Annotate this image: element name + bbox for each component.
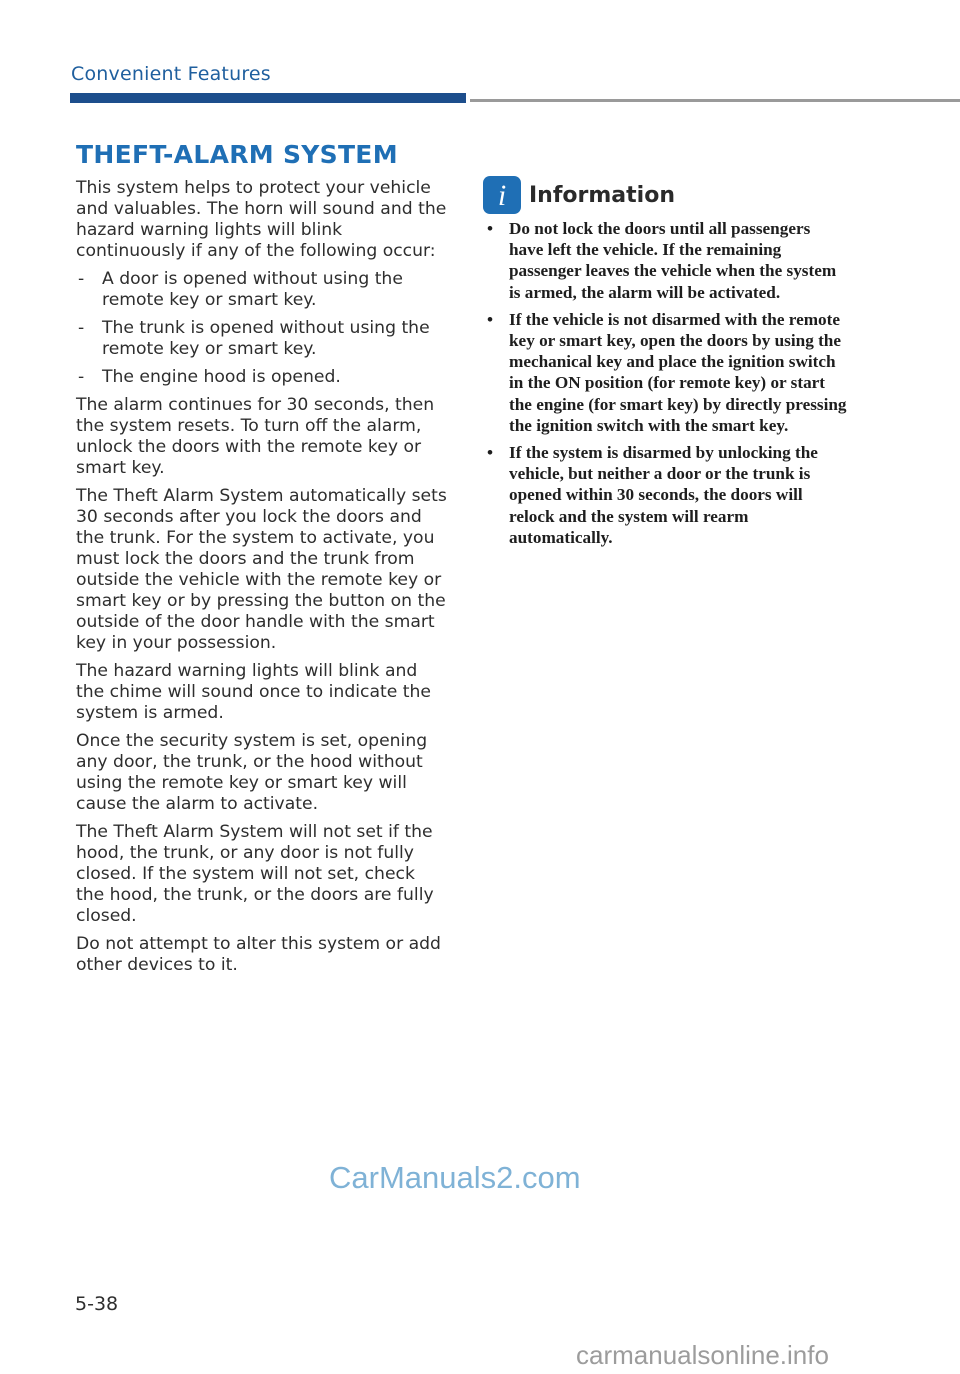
- page-title: THEFT-ALARM SYSTEM: [76, 140, 398, 169]
- list-item-text: Do not lock the doors until all passengers have left the vehicle. If the remaining passenger leaves the vehicle when the system is armed, the alarm will be activated.: [509, 219, 837, 302]
- list-item-text: If the vehicle is not disarmed with the remote key or smart key, open the doors by using the mechanical key and place the ignition switch in the ON position (for remote key) or start the engine (for smart key) by directly pressing the ignition switch with the smart key.: [509, 309, 847, 435]
- list-item: [76, 318, 448, 360]
- dash-marker: -: [78, 367, 85, 387]
- information-header: [483, 175, 675, 215]
- info-icon-glyph: [483, 176, 521, 214]
- bullet-marker: •: [487, 443, 494, 463]
- header-rule-gray: [470, 99, 960, 102]
- header-section-title: Convenient Features: [71, 63, 271, 85]
- footer-site-link[interactable]: carmanualsonline.info: [576, 1340, 829, 1370]
- header-rule-blue: [70, 93, 466, 103]
- list-item: [483, 218, 848, 303]
- body-paragraph: The Theft Alarm System automatically sets 30 seconds after you lock the doors and the trunk. For the system to activate, you must lock the doors and the trunk from outside the vehicle with the remote key or smart key or by pressing the button on the outside of the door handle with the smart key in your possession.: [76, 486, 447, 653]
- main-text-column: [76, 178, 448, 983]
- page-number: 5-38: [75, 1293, 119, 1315]
- list-item-text: If the system is disarmed by unlocking the vehicle, but neither a door or the trunk is opened within 30 seconds, the doors will relock and the system will rearm automatically.: [509, 443, 818, 547]
- dash-marker: -: [78, 269, 85, 289]
- info-icon: [483, 176, 521, 214]
- body-paragraph: Once the security system is set, opening any door, the trunk, or the hood without using the remote key or smart key will cause the alarm to activate.: [76, 731, 428, 814]
- body-paragraph: The Theft Alarm System will not set if the hood, the trunk, or any door is not fully closed. If the system will not set, check the hood, the trunk, or the doors are fully closed.: [76, 822, 434, 926]
- dash-marker: -: [78, 318, 85, 338]
- list-item-text: A door is opened without using the remote key or smart key.: [102, 269, 403, 310]
- alarm-conditions-list: [76, 269, 448, 388]
- list-item: [76, 367, 448, 388]
- bullet-marker: •: [487, 219, 494, 238]
- information-label: Information: [529, 182, 675, 208]
- svg-text:i: i: [497, 179, 507, 212]
- list-item-text: The engine hood is opened.: [102, 367, 341, 387]
- body-paragraph: The alarm continues for 30 seconds, then the system resets. To turn off the alarm, unlock the doors with the remote key or smart key.: [76, 395, 435, 478]
- intro-paragraph: This system helps to protect your vehicle and valuables. The horn will sound and the hazard warning lights will blink continuously if any of the following occur:: [76, 178, 447, 261]
- list-item: [483, 442, 848, 548]
- list-item-text: The trunk is opened without using the remote key or smart key.: [102, 318, 430, 359]
- watermark-link[interactable]: CarManuals2.com: [329, 1160, 581, 1195]
- information-list: [483, 218, 848, 554]
- body-paragraph: Do not attempt to alter this system or add other devices to it.: [76, 934, 441, 975]
- list-item: [483, 309, 848, 436]
- list-item: [76, 269, 448, 311]
- bullet-marker: •: [487, 309, 494, 329]
- body-paragraph: The hazard warning lights will blink and the chime will sound once to indicate the system is armed.: [76, 661, 431, 723]
